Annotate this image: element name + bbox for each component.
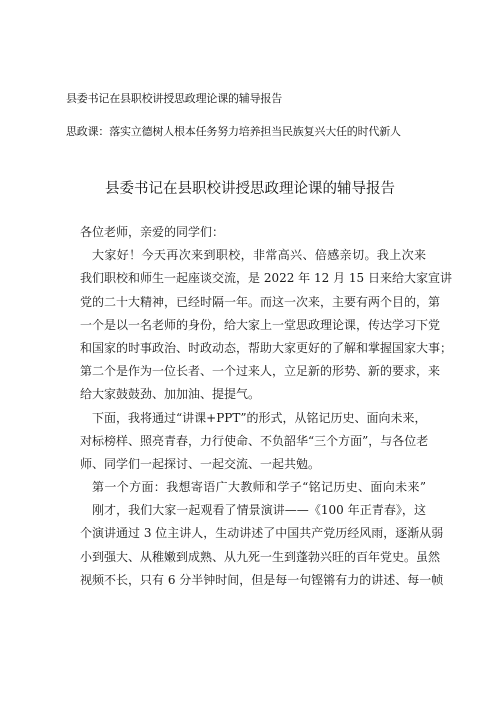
- greeting-line: 各位老师，亲爱的同学们：: [80, 225, 225, 239]
- body-line: 给大家鼓鼓劲、加加油、提提气。: [80, 387, 261, 402]
- section-heading: 第一个方面：我想寄语广大教师和学子“铭记历史、面向未来”: [92, 480, 426, 495]
- body-line: 大家好！今天再次来到职校，非常高兴、倍感亲切。我上次来: [92, 248, 426, 263]
- body-line: 视频不长，只有 6 分半钟时间，但是每一句铿锵有力的讲述、每一帧: [80, 572, 444, 587]
- body-line: 第二个是作为一位长者、一个过来人，立足新的形势、新的要求，来: [80, 364, 441, 379]
- document-title: 县委书记在县职校讲授思政理论课的辅导报告: [105, 181, 395, 197]
- body-line: 刚才，我们大家一起观看了情景演讲——《100 年正青春》，这: [92, 503, 426, 518]
- body-line: 个演讲通过 3 位主讲人，生动讲述了中国共产党历经风雨，逐渐从弱: [80, 526, 444, 541]
- body-line: 小到强大、从稚嫩到成熟、从九死一生到蓬勃兴旺的百年党史。虽然: [80, 549, 441, 564]
- body-line: 师、同学们一起探讨、一起交流、一起共勉。: [80, 456, 321, 471]
- document-body: [80, 221, 453, 592]
- body-line: 一个是以一名老师的身份，给大家上一堂思政理论课，传达学习下党: [80, 317, 441, 332]
- body-line: 和国家的时事政治、时政动态，帮助大家更好的了解和掌握国家大事；: [80, 340, 453, 355]
- body-line: 我们职校和师生一起座谈交流，是 2022 年 12 月 15 日来给大家宣讲: [80, 271, 452, 286]
- body-line: 下面，我将通过“讲课+PPT”的形式，从铭记历史、面向未来，: [92, 410, 427, 425]
- body-line: 党的二十大精神，已经时隔一年。而这一次来，主要有两个目的，第: [80, 294, 441, 309]
- header-subtitle: 思政课：落实立德树人根本任务努力培养担当民族复兴大任的时代新人: [66, 125, 401, 138]
- body-line: 对标榜样、照亮青春，力行使命、不负韶华“三个方面”，与各位老: [80, 433, 429, 448]
- header-title: 县委书记在县职校讲授思政理论课的辅导报告: [66, 92, 282, 105]
